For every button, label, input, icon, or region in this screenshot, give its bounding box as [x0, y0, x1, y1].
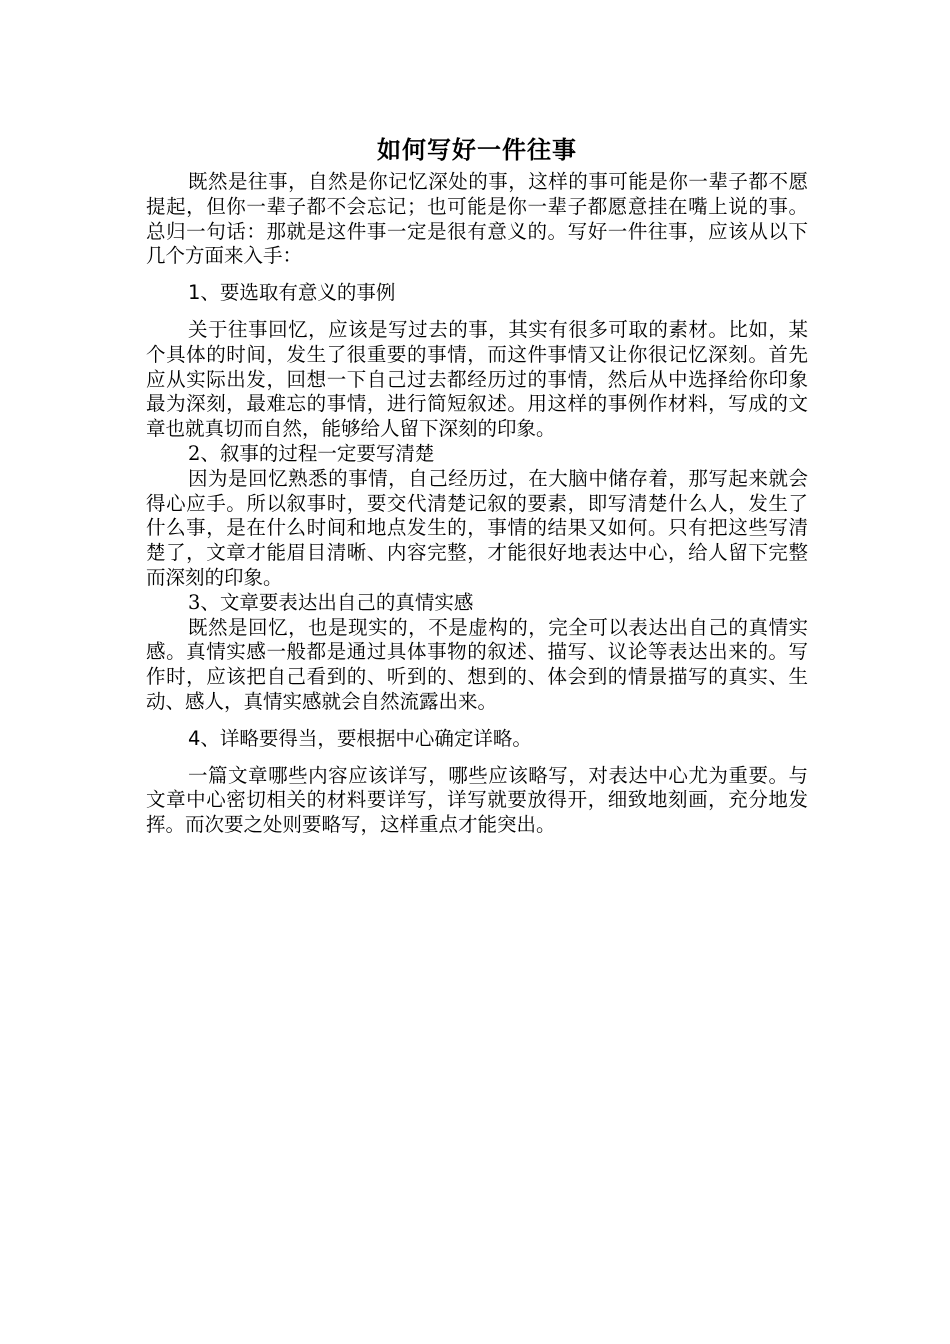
section-2-body: 因为是回忆熟悉的事情，自己经历过，在大脑中储存着，那写起来就会得心应手。所以叙事时，要交代清楚记叙的要素，即写清楚什么人，发生了什么事，是在什么时间和地点发生的，事情的结果又如何。只有把这些写清楚了，文章才能眉目清晰、内容完整，才能很好地表达中心，给人留下完整而深刻的印象。 — [146, 466, 808, 589]
document-title: 如何写好一件往事 — [377, 135, 577, 164]
section-3-body: 既然是回忆，也是现实的，不是虚构的，完全可以表达出自己的真情实感。真情实感一般都是通过具体事物的叙述、描写、议论等表达出来的。写作时，应该把自己看到的、听到的、想到的、体会到的情景描写的真实、生动、感人，真情实感就会自然流露出来。 — [146, 615, 808, 713]
section-4-body: 一篇文章哪些内容应该详写，哪些应该略写，对表达中心尤为重要。与文章中心密切相关的材料要详写，详写就要放得开，细致地刻画，充分地发挥。而次要之处则要略写，这样重点才能突出。 — [146, 763, 808, 837]
section-1-body: 关于往事回忆，应该是写过去的事，其实有很多可取的素材。比如，某个具体的时间，发生了很重要的事情，而这件事情又让你很记忆深刻。首先应从实际出发，回想一下自己过去都经历过的事情，然后从中选择给你印象最为深刻，最难忘的事情，进行简短叙述。用这样的事例作材料，写成的文章也就真切而自然，能够给人留下深刻的印象。 — [146, 317, 808, 441]
section-2-heading: 2、叙事的过程一定要写清楚 — [188, 441, 435, 465]
document-page — [146, 132, 808, 838]
section-4-heading: 4、详略要得当，要根据中心确定详略。 — [188, 726, 532, 750]
section-1-heading: 1、要选取有意义的事例 — [188, 281, 396, 305]
section-3-heading: 3、文章要表达出自己的真情实感 — [188, 590, 474, 614]
intro-paragraph: 既然是往事，自然是你记忆深处的事，这样的事可能是你一辈子都不愿提起，但你一辈子都不会忘记；也可能是你一辈子都愿意挂在嘴上说的事。总归一句话：那就是这件事一定是很有意义的。写好一件往事，应该从以下几个方面来入手： — [146, 170, 808, 268]
